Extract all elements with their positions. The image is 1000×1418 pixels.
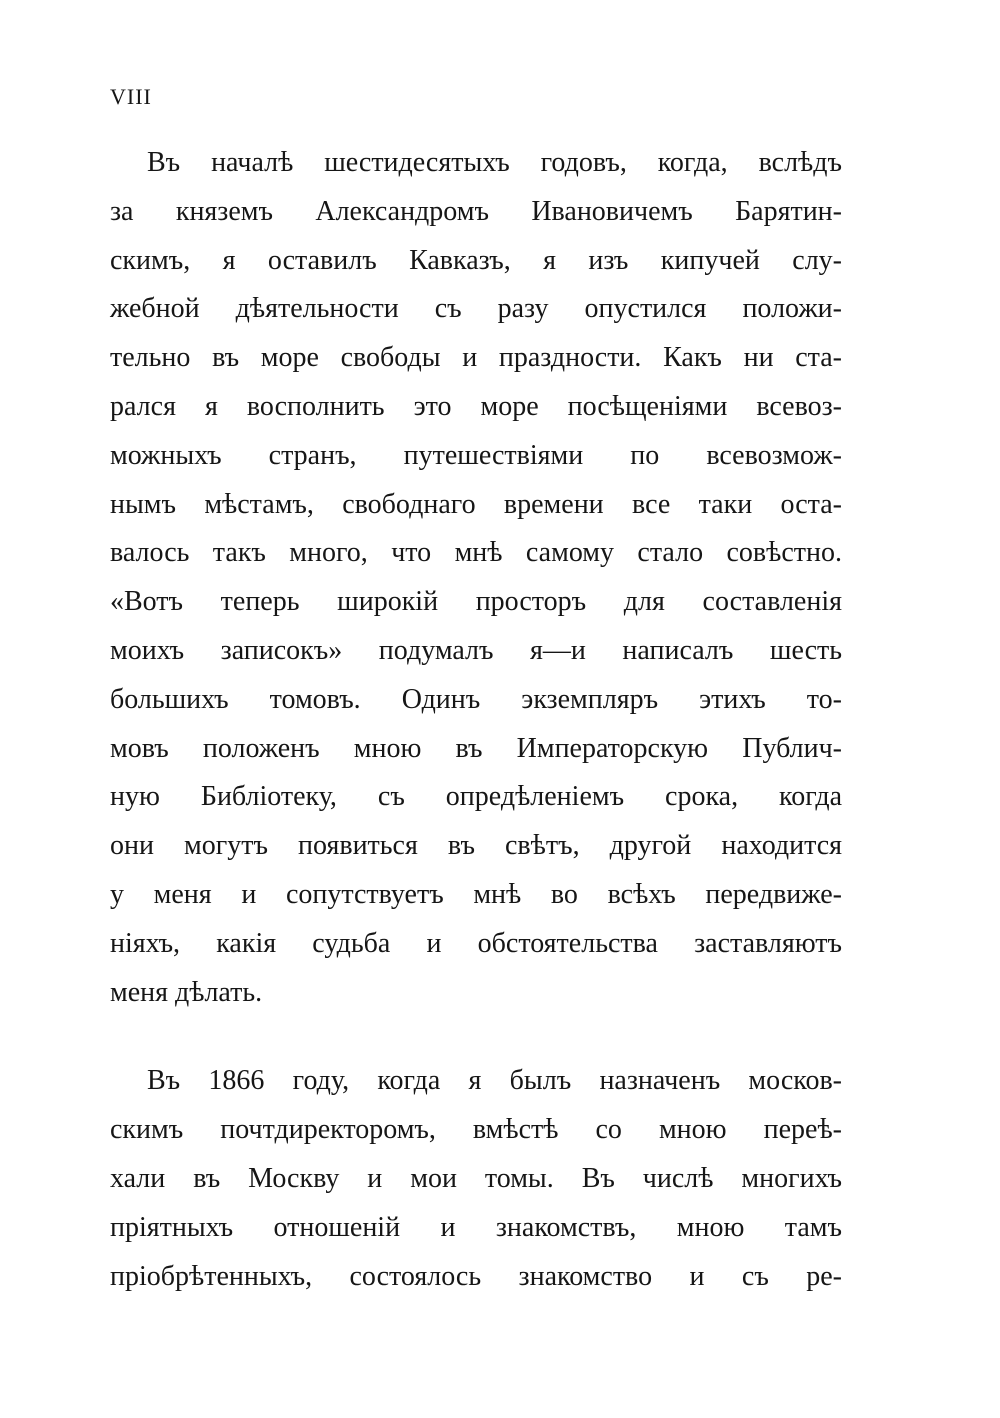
text-line: у меня и сопутствуетъ мнѣ во всѣхъ передвиже- bbox=[110, 878, 842, 910]
paragraph-1 bbox=[110, 139, 842, 1017]
body-text bbox=[110, 139, 842, 1301]
text-line: ніяхъ, какія судьба и обстоятельства заставляютъ bbox=[110, 927, 842, 959]
text-line: ную Библіотеку, съ опредѣленіемъ срока, когда bbox=[110, 781, 842, 813]
text-line: моихъ записокъ» подумалъ я—и написалъ шесть bbox=[110, 634, 842, 666]
text-line: нымъ мѣстамъ, свободнаго времени все таки оста- bbox=[110, 488, 842, 520]
text-line: хали въ Москву и мои томы. Въ числѣ многихъ bbox=[110, 1162, 842, 1194]
text-line: скимъ почтдиректоромъ, вмѣстѣ со мною переѣ- bbox=[110, 1114, 842, 1146]
paragraph-gap bbox=[110, 1017, 842, 1057]
text-line: валось такъ много, что мнѣ самому стало совѣстно. bbox=[110, 537, 842, 569]
text-line: скимъ, я оставилъ Кавказъ, я изъ кипучей слу- bbox=[110, 244, 842, 276]
text-line: можныхъ странъ, путешествіями по всевозмож- bbox=[110, 439, 842, 471]
text-line: рался я восполнить это море посѣщеніями всевоз- bbox=[110, 390, 842, 422]
text-line: тельно въ море свободы и праздности. Какъ ни ста- bbox=[110, 342, 842, 374]
page-number: VIII bbox=[110, 84, 152, 109]
text-line: большихъ томовъ. Одинъ экземпляръ этихъ то- bbox=[110, 683, 842, 715]
text-line: пріятныхъ отношеній и знакомствъ, мною тамъ bbox=[110, 1211, 842, 1243]
text-line: Въ началѣ шестидесятыхъ годовъ, когда, вслѣдъ bbox=[147, 147, 842, 178]
text-line: за княземъ Александромъ Ивановичемъ Барятин- bbox=[110, 195, 842, 227]
text-line: Въ 1866 году, когда я былъ назначенъ москов- bbox=[147, 1065, 842, 1097]
text-line: «Вотъ теперь широкій просторъ для составленія bbox=[110, 586, 842, 618]
paragraph-2 bbox=[110, 1057, 842, 1301]
text-line: пріобрѣтенныхъ, состоялось знакомство и съ ре- bbox=[110, 1260, 842, 1292]
text-line: меня дѣлать. bbox=[110, 976, 263, 1008]
text-line: мовъ положенъ мною въ Императорскую Публич- bbox=[110, 732, 842, 764]
text-line: они могутъ появиться въ свѣтъ, другой находится bbox=[110, 830, 842, 862]
text-line: жебной дѣятельности съ разу опустился положи- bbox=[110, 293, 842, 325]
